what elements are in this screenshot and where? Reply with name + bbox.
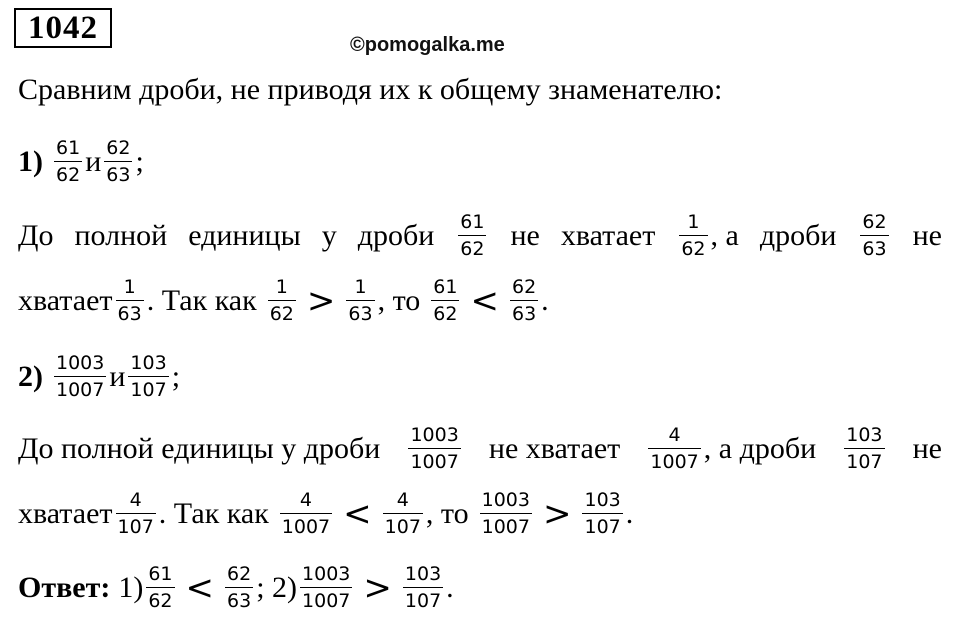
fraction-denominator: 107	[844, 448, 884, 473]
fraction-denominator: 62	[54, 161, 82, 186]
fraction-numerator: 4	[396, 489, 409, 511]
fraction-denominator: 1007	[300, 587, 352, 612]
fraction-numerator: 61	[433, 276, 458, 298]
fraction-numerator: 1	[687, 211, 700, 233]
fraction-denominator: 1007	[480, 513, 532, 538]
fraction-numerator: 62	[227, 563, 252, 585]
less-sign: <	[185, 567, 215, 608]
fraction-numerator: 61	[56, 137, 81, 159]
fraction	[480, 489, 532, 538]
fraction	[54, 137, 82, 186]
fraction	[146, 563, 174, 612]
intro-text: Сравним дроби, не приводя их к общему знаменателю:	[18, 73, 723, 106]
answer-line: Ответ: 1) $\frac{61}{62}$ < $\frac{62}{63}$ ; 2) $\frac{1003}{1007}$ > $\frac{103}{107}$ .	[18, 563, 454, 612]
fraction-denominator: 107	[383, 513, 423, 538]
fraction	[54, 352, 106, 401]
fraction-denominator: 107	[403, 587, 443, 612]
fraction: $\frac{4}{1007}$ , а дроби	[650, 424, 817, 473]
fraction-numerator: 103	[846, 424, 883, 446]
fraction	[300, 563, 352, 612]
fraction-numerator: 1003	[481, 489, 530, 511]
fraction-numerator: 62	[511, 276, 537, 298]
fraction-denominator: 107	[582, 513, 622, 538]
fraction-denominator: 62	[458, 235, 486, 260]
fraction-denominator: 62	[431, 300, 459, 325]
fraction-numerator: 1003	[410, 424, 459, 446]
fraction-numerator: 103	[404, 563, 442, 585]
fraction: $\frac{1}{62}$ , а	[681, 211, 739, 260]
fraction-denominator: 63	[104, 161, 132, 186]
fraction	[116, 489, 156, 538]
fraction-denominator: 63	[225, 587, 253, 612]
fraction	[455, 211, 489, 260]
fraction-numerator: 1	[275, 276, 288, 298]
fraction-denominator: 63	[510, 300, 538, 325]
fraction	[857, 211, 891, 260]
greater-sign: >	[306, 280, 336, 321]
fraction	[225, 563, 253, 612]
fraction-numerator: 62	[106, 137, 131, 159]
fraction	[383, 489, 423, 538]
fraction-numerator: 103	[130, 352, 167, 374]
fraction-denominator: 63	[116, 300, 144, 325]
part2-explanation-line2: хватает $\frac{4}{107}$ . Так как $\frac{4}{1007}$ < $\frac{4}{107}$ , то $\frac{1003}{1007}$ > $\frac{103}{107}$ .	[18, 489, 634, 538]
fraction	[405, 424, 463, 473]
fraction	[280, 489, 332, 538]
fraction-denominator: 62	[268, 300, 296, 325]
fraction-denominator: 1007	[54, 376, 106, 401]
fraction	[346, 276, 374, 325]
part1-heading: 1) $\frac{61}{62}$ и $\frac{62}{63}$ ;	[18, 137, 144, 186]
fraction	[116, 276, 144, 325]
greater-sign: >	[542, 493, 572, 534]
fraction-numerator: 4	[668, 424, 681, 446]
fraction-numerator: 4	[129, 489, 142, 511]
fraction	[268, 276, 296, 325]
fraction	[582, 489, 622, 538]
fraction-numerator: 61	[460, 211, 485, 233]
less-sign: <	[343, 493, 372, 534]
fraction-denominator: 62	[146, 587, 174, 612]
fraction	[510, 276, 538, 325]
part1-explanation-line1: До полной единицы у дроби $\frac{61}{62}$ не хватает $\frac{1}{62}$ , а дроби $\frac{62}{63}$ не	[18, 211, 942, 260]
fraction	[431, 276, 459, 325]
part1-label: 1)	[18, 144, 43, 178]
fraction-denominator: 1007	[280, 513, 332, 538]
fraction-numerator: 103	[584, 489, 621, 511]
fraction-numerator: 61	[148, 563, 173, 585]
intro-line	[18, 70, 722, 110]
fraction-denominator: 62	[679, 235, 707, 260]
fraction-denominator: 1007	[408, 448, 460, 473]
fraction-numerator: 1003	[302, 563, 351, 585]
greater-sign: >	[363, 567, 392, 608]
fraction	[104, 137, 132, 186]
answer-label: Ответ:	[18, 570, 111, 604]
fraction	[841, 424, 887, 473]
fraction	[403, 563, 443, 612]
fraction-denominator: 107	[128, 376, 168, 401]
part2-explanation-line1: До полной единицы у дроби $\frac{1003}{1007}$ не хватает $\frac{4}{1007}$ , а дроби $\frac{103}{107}$ не	[18, 424, 942, 473]
fraction-numerator: 1	[354, 276, 367, 298]
fraction-denominator: 63	[860, 235, 888, 260]
fraction	[128, 352, 168, 401]
part2-label: 2)	[18, 359, 43, 393]
fraction-numerator: 1003	[56, 352, 105, 374]
fraction-denominator: 1007	[648, 448, 700, 473]
fraction-denominator: 63	[346, 300, 374, 325]
fraction-numerator: 4	[299, 489, 312, 511]
problem-number: 1042	[14, 8, 112, 48]
watermark: ©pomogalka.me	[350, 34, 505, 56]
part2-heading: 2) $\frac{1003}{1007}$ и $\frac{103}{107}$ ;	[18, 352, 181, 401]
fraction-numerator: 62	[862, 211, 887, 233]
fraction-denominator: 107	[116, 513, 156, 538]
part1-explanation-line2: хватает $\frac{1}{63}$ . Так как $\frac{1}{62}$ > $\frac{1}{63}$ , то $\frac{61}{62}$ < $\frac{62}{63}$ .	[18, 276, 549, 325]
less-sign: <	[470, 280, 499, 321]
fraction-numerator: 1	[123, 276, 136, 298]
